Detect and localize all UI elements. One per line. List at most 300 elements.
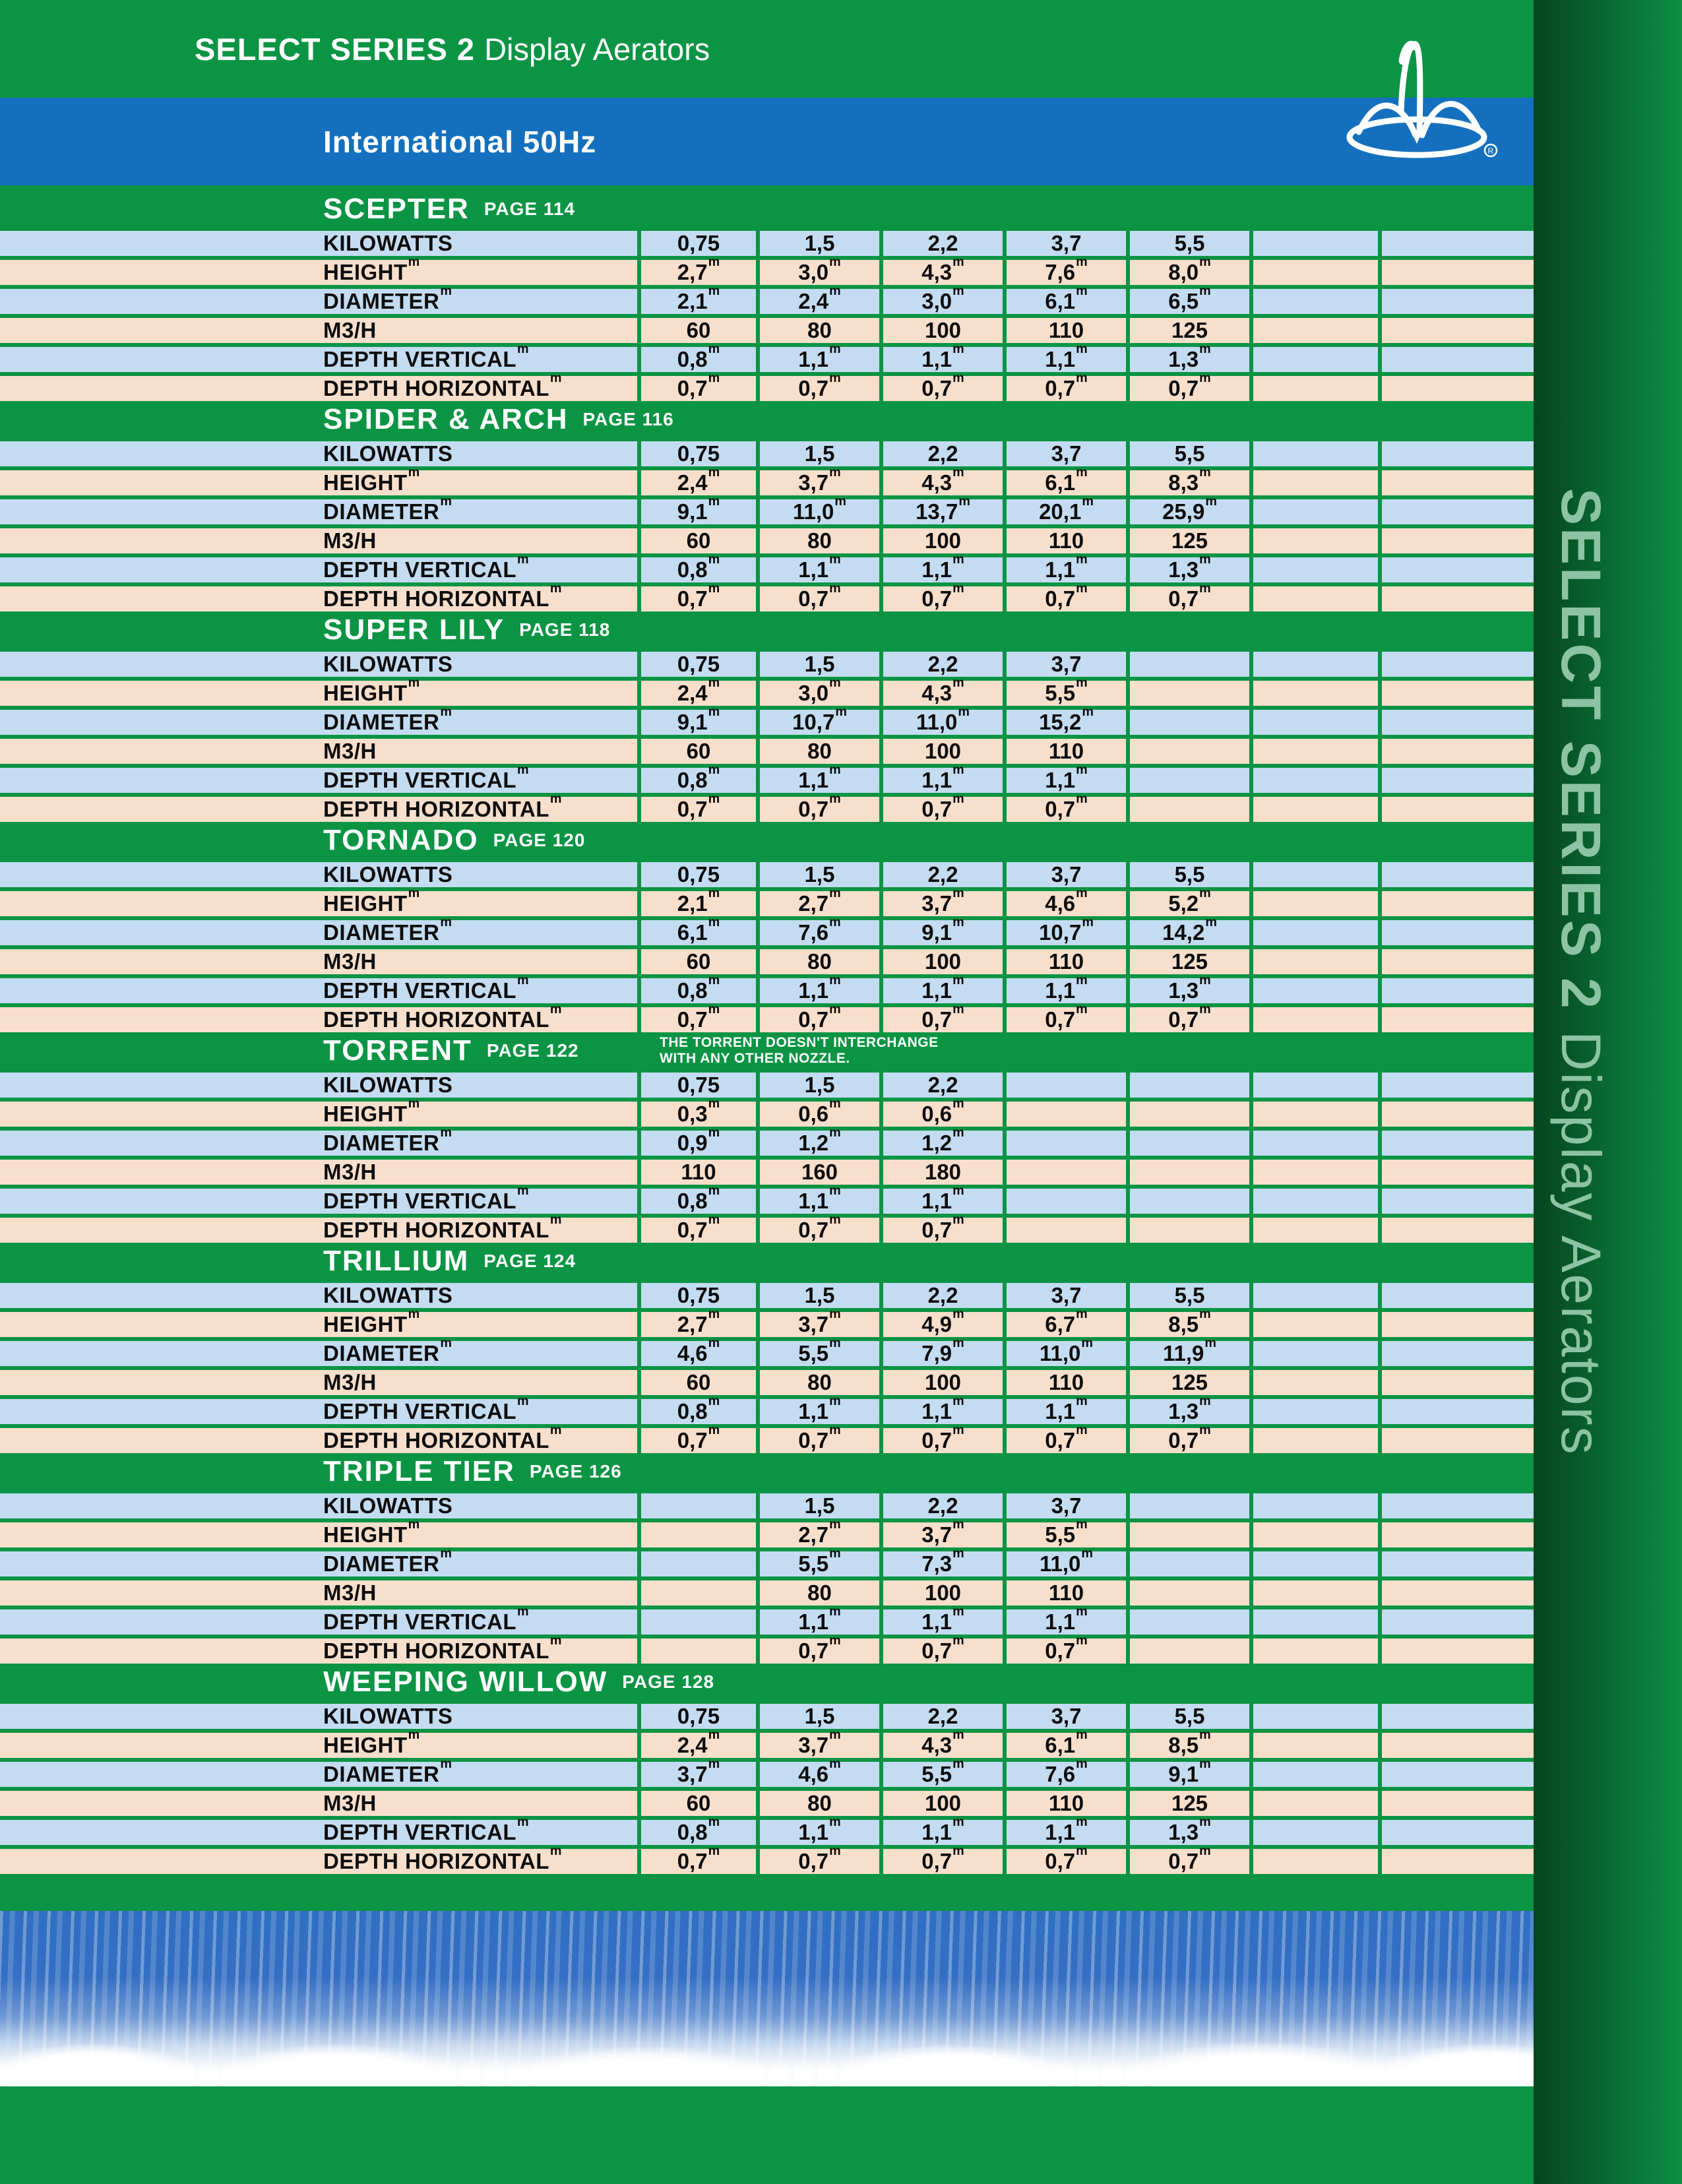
value-cell: 5,2$^m$	[1126, 891, 1249, 916]
model-page-ref: PAGE 118	[519, 619, 611, 640]
value-cell: 1,1$^m$	[756, 1189, 879, 1214]
value-cell	[1378, 1341, 1530, 1366]
value-cell	[637, 1522, 756, 1547]
model-section-trillium	[0, 1243, 1534, 1454]
value-cell	[1249, 347, 1378, 372]
value-cell	[1249, 441, 1378, 466]
table-row-diameter	[0, 915, 1534, 945]
value-cell: 1,3$^m$	[1126, 557, 1249, 582]
value-cell	[1249, 1073, 1378, 1098]
table-row-m3-h	[0, 1580, 1534, 1606]
value-cell: 13,7$^m$	[879, 499, 1003, 524]
table-row-depth-vertical	[0, 1604, 1534, 1635]
value-cell: 0,8$^m$	[637, 347, 756, 372]
value-cell: 1,3$^m$	[1126, 1820, 1249, 1845]
value-cell: 0,6$^m$	[756, 1102, 879, 1127]
value-cell: 4,3$^m$	[879, 470, 1003, 495]
value-cell: 80	[756, 1580, 879, 1606]
value-cell: 3,7$^m$	[637, 1762, 756, 1787]
value-cell: 7,6$^m$	[1003, 260, 1126, 285]
value-cell: 80	[756, 318, 879, 343]
value-cell: 0,7$^m$	[756, 1218, 879, 1243]
value-cell	[1378, 1638, 1530, 1664]
page-header	[0, 0, 1534, 98]
value-cell: 1,1$^m$	[1003, 768, 1126, 793]
value-cell	[1003, 1218, 1126, 1243]
value-cell: 0,7$^m$	[1003, 376, 1126, 401]
value-cell	[1378, 557, 1530, 582]
value-cell	[1126, 1131, 1249, 1156]
value-cell	[1249, 1609, 1378, 1635]
value-cell	[1249, 260, 1378, 285]
model-page-ref: PAGE 114	[483, 199, 576, 219]
value-cell	[1249, 652, 1378, 677]
value-cell	[1378, 1007, 1530, 1032]
value-cell: 1,1$^m$	[879, 1399, 1003, 1424]
value-cell: 1,1$^m$	[756, 768, 879, 793]
value-cell: 0,7$^m$	[879, 1638, 1003, 1664]
value-cell: 0,7$^m$	[1126, 1428, 1249, 1453]
value-cell: 2,4$^m$	[637, 1733, 756, 1758]
model-section-spider-arch	[0, 402, 1534, 612]
value-cell: 1,1$^m$	[756, 1820, 879, 1845]
value-cell: 0,75	[637, 862, 756, 887]
value-cell: 0,8$^m$	[637, 557, 756, 582]
row-label: KILOWATTS	[323, 652, 453, 676]
fountain-logo-icon	[1332, 33, 1504, 168]
value-cell: 9,1$^m$	[637, 499, 756, 524]
value-cell	[1249, 797, 1378, 822]
table-row-kilowatts	[0, 652, 1534, 677]
value-cell: 1,5	[756, 652, 879, 677]
value-cell: 1,5	[756, 441, 879, 466]
table-row-depth-horizontal	[0, 792, 1534, 822]
value-cell: 0,7$^m$	[637, 376, 756, 401]
value-cell: 180	[879, 1160, 1003, 1185]
value-cell: 5,5	[1126, 862, 1249, 887]
table-row-depth-vertical	[0, 552, 1534, 582]
value-cell	[1249, 1849, 1378, 1874]
registered-mark	[1485, 144, 1497, 156]
table-row-diameter	[0, 494, 1534, 524]
value-cell: 4,3$^m$	[879, 1733, 1003, 1758]
model-header-bar	[0, 191, 1534, 227]
table-row-m3-h	[0, 1160, 1534, 1185]
value-cell	[1249, 681, 1378, 706]
row-label: DIAMETER$^m$	[323, 284, 452, 313]
value-cell: 0,7$^m$	[637, 1218, 756, 1243]
value-cell	[637, 1493, 756, 1518]
value-cell: 1,2$^m$	[879, 1131, 1003, 1156]
value-cell: 1,1$^m$	[879, 1820, 1003, 1845]
value-cell: 0,8$^m$	[637, 768, 756, 793]
value-cell	[1378, 1370, 1530, 1395]
table-row-height	[0, 886, 1534, 916]
page-title-series: SELECT SERIES 2	[195, 31, 476, 67]
value-cell	[1378, 1580, 1530, 1606]
value-cell: 5,5	[1126, 231, 1249, 256]
value-cell	[1126, 1580, 1249, 1606]
value-cell: 0,9$^m$	[637, 1131, 756, 1156]
table-row-depth-horizontal	[0, 371, 1534, 401]
value-cell	[1249, 710, 1378, 735]
value-cell: 1,1$^m$	[1003, 347, 1126, 372]
row-label: HEIGHT$^m$	[323, 1307, 420, 1336]
value-cell: 3,7$^m$	[756, 1312, 879, 1337]
row-label: DIAMETER$^m$	[323, 1125, 452, 1155]
value-cell: 11,0$^m$	[1003, 1551, 1126, 1576]
side-band-subtitle: Display Aerators	[1550, 1030, 1612, 1456]
value-cell: 4,3$^m$	[879, 681, 1003, 706]
row-label: KILOWATTS	[323, 862, 453, 887]
value-cell: 3,0$^m$	[879, 289, 1003, 314]
value-cell: 1,5	[756, 1073, 879, 1098]
value-cell	[1126, 1522, 1249, 1547]
frequency-banner-label: International 50Hz	[323, 124, 597, 159]
value-cell	[1378, 1609, 1530, 1635]
value-cell: 1,1$^m$	[879, 1189, 1003, 1214]
value-cell: 11,0$^m$	[1003, 1341, 1126, 1366]
table-row-height	[0, 1307, 1534, 1337]
value-cell: 6,5$^m$	[1126, 289, 1249, 314]
value-cell: 100	[879, 739, 1003, 764]
value-cell: 3,7	[1003, 862, 1126, 887]
side-band-text	[1550, 488, 1612, 1456]
table-row-diameter	[0, 704, 1534, 735]
value-cell: 3,7	[1003, 441, 1126, 466]
table-row-m3-h	[0, 318, 1534, 343]
value-cell	[1378, 376, 1530, 401]
value-cell: 2,2	[879, 1493, 1003, 1518]
value-cell: 0,7$^m$	[637, 797, 756, 822]
value-cell: 0,7$^m$	[879, 1007, 1003, 1032]
row-label: HEIGHT$^m$	[323, 465, 420, 495]
row-label: DEPTH VERTICAL$^m$	[323, 342, 530, 371]
table-row-kilowatts	[0, 231, 1534, 256]
value-cell	[1378, 978, 1530, 1003]
value-cell: 4,6$^m$	[756, 1762, 879, 1787]
value-cell: 125	[1126, 528, 1249, 553]
value-cell: 0,8$^m$	[637, 1820, 756, 1845]
value-cell: 0,7$^m$	[1126, 376, 1249, 401]
model-header-bar	[0, 1454, 1534, 1489]
model-header-bar	[0, 1033, 1534, 1069]
value-cell: 0,7$^m$	[756, 1007, 879, 1032]
model-page-ref: PAGE 128	[622, 1671, 715, 1692]
value-cell: 7,3$^m$	[879, 1551, 1003, 1576]
value-cell: 11,0$^m$	[879, 710, 1003, 735]
row-label: HEIGHT$^m$	[323, 1517, 420, 1547]
value-cell: 0,7$^m$	[756, 1849, 879, 1874]
value-cell	[1003, 1073, 1126, 1098]
row-label: DEPTH HORIZONTAL$^m$	[323, 1002, 562, 1032]
value-cell: 0,8$^m$	[637, 1189, 756, 1214]
model-name: TRILLIUM	[323, 1245, 470, 1277]
value-cell: 110	[1003, 1370, 1126, 1395]
row-label: DEPTH VERTICAL$^m$	[323, 1815, 530, 1844]
row-label: DIAMETER$^m$	[323, 1546, 452, 1576]
table-row-kilowatts	[0, 1283, 1534, 1308]
value-cell: 80	[756, 1370, 879, 1395]
model-name: SUPER LILY	[323, 613, 505, 646]
value-cell: 2,2	[879, 231, 1003, 256]
page-title	[195, 31, 710, 67]
value-cell: 6,7$^m$	[1003, 1312, 1126, 1337]
row-label: M3/H	[323, 528, 377, 553]
water-photo	[0, 1911, 1534, 2086]
value-cell	[1249, 1820, 1378, 1845]
value-cell: 125	[1126, 318, 1249, 343]
value-cell	[1126, 1073, 1249, 1098]
value-cell: 1,1$^m$	[1003, 1399, 1126, 1424]
value-cell: 1,3$^m$	[1126, 347, 1249, 372]
value-cell: 7,6$^m$	[1003, 1762, 1126, 1787]
value-cell	[1378, 1820, 1530, 1845]
value-cell	[1378, 1704, 1530, 1729]
value-cell	[1249, 1428, 1378, 1453]
value-cell	[1003, 1131, 1126, 1156]
table-row-kilowatts	[0, 862, 1534, 887]
value-cell: 0,7$^m$	[756, 376, 879, 401]
value-cell: 0,3$^m$	[637, 1102, 756, 1127]
table-row-depth-horizontal	[0, 1002, 1534, 1032]
value-cell: 0,7$^m$	[1126, 1849, 1249, 1874]
table-row-m3-h	[0, 1791, 1534, 1816]
table-row-diameter	[0, 1546, 1534, 1576]
value-cell	[1249, 1283, 1378, 1308]
value-cell: 2,7$^m$	[756, 891, 879, 916]
value-cell	[1249, 1551, 1378, 1576]
value-cell	[637, 1580, 756, 1606]
value-cell: 5,5$^m$	[879, 1762, 1003, 1787]
value-cell	[1378, 1762, 1530, 1787]
row-label: KILOWATTS	[323, 1493, 453, 1518]
table-row-depth-horizontal	[0, 1633, 1534, 1664]
table-row-kilowatts	[0, 441, 1534, 466]
model-section-triple-tier	[0, 1454, 1534, 1664]
table-row-depth-vertical	[0, 763, 1534, 793]
value-cell	[1378, 1218, 1530, 1243]
value-cell	[1378, 739, 1530, 764]
value-cell	[1378, 347, 1530, 372]
value-cell: 2,7$^m$	[637, 1312, 756, 1337]
value-cell	[1126, 1189, 1249, 1214]
row-label: HEIGHT$^m$	[323, 1728, 420, 1757]
value-cell: 8,5$^m$	[1126, 1733, 1249, 1758]
value-cell: 0,6$^m$	[879, 1102, 1003, 1127]
value-cell: 4,6$^m$	[637, 1341, 756, 1366]
value-cell	[1378, 797, 1530, 822]
value-cell: 4,3$^m$	[879, 260, 1003, 285]
value-cell: 2,7$^m$	[637, 260, 756, 285]
value-cell: 0,7$^m$	[1003, 586, 1126, 611]
value-cell: 2,4$^m$	[637, 470, 756, 495]
value-cell	[1249, 862, 1378, 887]
value-cell	[1126, 1493, 1249, 1518]
value-cell: 1,1$^m$	[879, 557, 1003, 582]
value-cell: 60	[637, 528, 756, 553]
value-cell	[1378, 1073, 1530, 1098]
value-cell	[1249, 1580, 1378, 1606]
value-cell: 1,1$^m$	[756, 978, 879, 1003]
value-cell: 2,2	[879, 1283, 1003, 1308]
value-cell: 60	[637, 739, 756, 764]
value-cell	[1249, 920, 1378, 945]
table-row-height	[0, 255, 1534, 285]
value-cell: 0,75	[637, 1073, 756, 1098]
value-cell: 60	[637, 1791, 756, 1816]
value-cell	[1249, 978, 1378, 1003]
table-row-diameter	[0, 1125, 1534, 1156]
value-cell: 1,3$^m$	[1126, 1399, 1249, 1424]
value-cell: 15,2$^m$	[1003, 710, 1126, 735]
value-cell: 6,1$^m$	[637, 920, 756, 945]
row-label: DEPTH HORIZONTAL$^m$	[323, 792, 562, 821]
value-cell: 0,7$^m$	[756, 1428, 879, 1453]
row-label: DEPTH VERTICAL$^m$	[323, 763, 530, 792]
value-cell: 10,7$^m$	[1003, 920, 1126, 945]
value-cell: 110	[1003, 1791, 1126, 1816]
model-page-ref: PAGE 116	[582, 409, 674, 429]
value-cell: 0,75	[637, 231, 756, 256]
value-cell	[1249, 1370, 1378, 1395]
value-cell: 0,7$^m$	[756, 1638, 879, 1664]
value-cell	[1249, 1791, 1378, 1816]
value-cell: 4,6$^m$	[1003, 891, 1126, 916]
value-cell	[1378, 1283, 1530, 1308]
value-cell: 3,7	[1003, 652, 1126, 677]
value-cell: 2,2	[879, 1704, 1003, 1729]
value-cell: 1,1$^m$	[879, 347, 1003, 372]
value-cell	[1249, 1704, 1378, 1729]
value-cell: 11,0$^m$	[756, 499, 879, 524]
value-cell	[1249, 470, 1378, 495]
model-section-tornado	[0, 823, 1534, 1033]
value-cell	[1249, 586, 1378, 611]
value-cell	[1378, 1160, 1530, 1185]
value-cell	[1249, 949, 1378, 974]
value-cell: 1,3$^m$	[1126, 978, 1249, 1003]
table-row-depth-horizontal	[0, 581, 1534, 611]
value-cell	[1378, 1399, 1530, 1424]
model-section-scepter	[0, 191, 1534, 402]
value-cell: 1,2$^m$	[756, 1131, 879, 1156]
value-cell	[1378, 1522, 1530, 1547]
row-label: M3/H	[323, 739, 377, 763]
row-label: DEPTH HORIZONTAL$^m$	[323, 371, 562, 400]
table-row-height	[0, 675, 1534, 706]
value-cell: 0,7$^m$	[637, 1007, 756, 1032]
value-cell: 1,1$^m$	[1003, 978, 1126, 1003]
table-row-kilowatts	[0, 1493, 1534, 1518]
value-cell: 6,1$^m$	[1003, 289, 1126, 314]
row-label: M3/H	[323, 1580, 377, 1605]
value-cell: 5,5$^m$	[756, 1551, 879, 1576]
value-cell: 3,7$^m$	[756, 470, 879, 495]
value-cell: 7,6$^m$	[756, 920, 879, 945]
value-cell: 110	[1003, 318, 1126, 343]
model-name: SCEPTER	[323, 193, 470, 225]
value-cell: 3,7$^m$	[756, 1733, 879, 1758]
row-label: DEPTH HORIZONTAL$^m$	[323, 1844, 562, 1873]
value-cell: 0,7$^m$	[1003, 1007, 1126, 1032]
value-cell: 1,5	[756, 231, 879, 256]
value-cell: 80	[756, 739, 879, 764]
row-label: DEPTH HORIZONTAL$^m$	[323, 1633, 562, 1663]
row-label: DIAMETER$^m$	[323, 704, 452, 734]
value-cell	[1003, 1102, 1126, 1127]
value-cell: 100	[879, 949, 1003, 974]
value-cell: 0,7$^m$	[1126, 1007, 1249, 1032]
value-cell	[1378, 289, 1530, 314]
value-cell: 110	[637, 1160, 756, 1185]
value-cell: 60	[637, 949, 756, 974]
value-cell: 1,1$^m$	[879, 1609, 1003, 1635]
model-name: SPIDER & ARCH	[323, 403, 569, 435]
value-cell: 1,1$^m$	[756, 347, 879, 372]
model-page-ref: PAGE 126	[529, 1461, 622, 1482]
value-cell	[1249, 891, 1378, 916]
value-cell	[1249, 1341, 1378, 1366]
value-cell: 2,2	[879, 1073, 1003, 1098]
value-cell	[1126, 1218, 1249, 1243]
value-cell	[1249, 768, 1378, 793]
value-cell: 4,9$^m$	[879, 1312, 1003, 1337]
value-cell: 2,1$^m$	[637, 289, 756, 314]
value-cell	[1249, 1762, 1378, 1787]
table-row-depth-vertical	[0, 342, 1534, 372]
value-cell	[1126, 652, 1249, 677]
value-cell: 1,5	[756, 862, 879, 887]
value-cell	[1378, 1428, 1530, 1453]
table-row-depth-vertical	[0, 1394, 1534, 1424]
row-label: KILOWATTS	[323, 1704, 453, 1728]
value-cell	[1378, 260, 1530, 285]
value-cell	[1126, 1551, 1249, 1576]
value-cell: 0,75	[637, 441, 756, 466]
value-cell: 0,7$^m$	[1003, 797, 1126, 822]
value-cell	[1249, 739, 1378, 764]
value-cell	[637, 1638, 756, 1664]
table-row-depth-horizontal	[0, 1212, 1534, 1243]
value-cell: 3,7	[1003, 231, 1126, 256]
value-cell: 1,1$^m$	[1003, 1820, 1126, 1845]
value-cell	[1249, 1312, 1378, 1337]
value-cell: 0,7$^m$	[879, 586, 1003, 611]
value-cell	[1249, 528, 1378, 553]
table-row-m3-h	[0, 739, 1534, 764]
value-cell	[1249, 1522, 1378, 1547]
value-cell: 1,1$^m$	[756, 557, 879, 582]
row-label: KILOWATTS	[323, 441, 453, 466]
value-cell: 3,7$^m$	[879, 1522, 1003, 1547]
value-cell: 5,5	[1126, 441, 1249, 466]
value-cell	[1249, 1189, 1378, 1214]
value-cell: 110	[1003, 528, 1126, 553]
model-note: THE TORRENT DOESN'T INTERCHANGE WITH ANY OTHER NOZZLE.	[660, 1034, 939, 1066]
value-cell: 110	[1003, 949, 1126, 974]
value-cell	[1126, 1609, 1249, 1635]
value-cell	[1378, 949, 1530, 974]
row-label: DIAMETER$^m$	[323, 494, 452, 524]
row-label: DEPTH VERTICAL$^m$	[323, 1183, 530, 1213]
value-cell: 0,7$^m$	[1003, 1638, 1126, 1664]
value-cell: 2,2	[879, 652, 1003, 677]
svg-text:R: R	[1487, 146, 1494, 156]
model-page-ref: PAGE 122	[486, 1040, 579, 1061]
row-label: KILOWATTS	[323, 1073, 453, 1097]
value-cell	[1249, 1638, 1378, 1664]
